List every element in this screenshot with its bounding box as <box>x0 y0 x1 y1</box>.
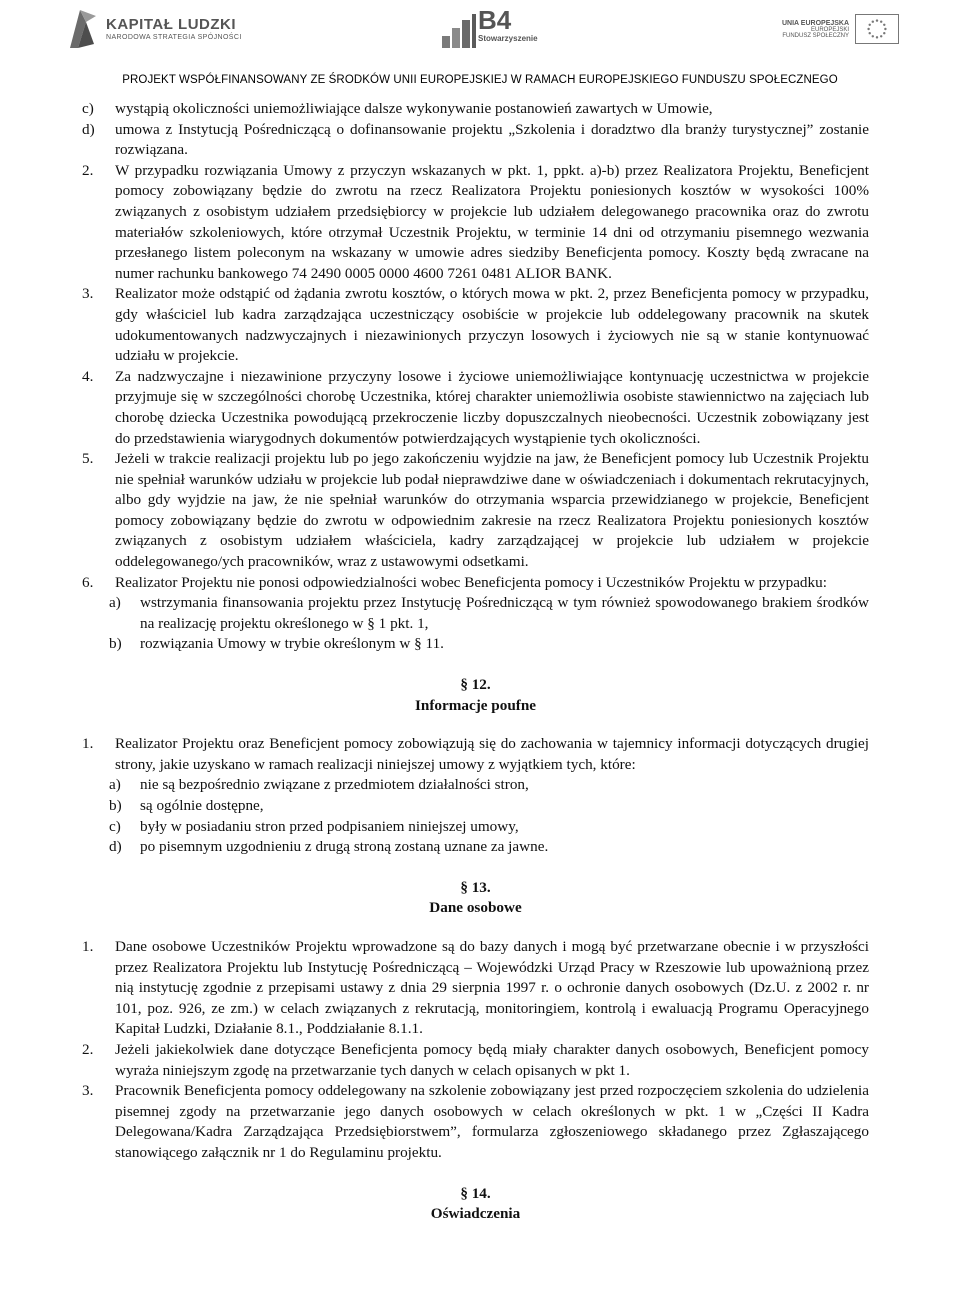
section-13-title: Dane osobowe <box>429 899 522 917</box>
item-label: b) <box>109 797 122 814</box>
list-item <box>82 449 869 573</box>
item-text: Realizator Projektu nie ponosi odpowiedzialności wobec Beneficjenta pomocy i Uczestników Projektu w przypadku: <box>115 573 827 591</box>
item-text: umowa z Instytucją Pośredniczącą o dofinansowanie projektu „Szkolenia i doradztwo dla branży turystycznej” zostanie rozwiązana. <box>115 120 869 159</box>
list-item <box>82 1081 869 1163</box>
item-number: 1. <box>82 735 94 753</box>
b4-subtitle: Stowarzyszenie <box>478 34 538 43</box>
b4-logo <box>478 6 538 43</box>
item-number: 3. <box>82 285 94 303</box>
item-text: wstrzymania finansowania projektu przez Instytucję Pośredniczącą w tym również spowodowanego brakiem środków na realizację projektu określonego w § 1 pkt. 1, <box>140 594 869 632</box>
item-text: wystąpią okoliczności uniemożliwiające dalsze wykonywanie postanowień zawartych w Umowie, <box>115 100 713 117</box>
list-item <box>82 99 869 120</box>
item-text: po pisemnym uzgodnieniu z drugą stroną zostaną uznane za jawne. <box>140 838 549 856</box>
list-item <box>82 593 869 634</box>
kapital-ludzki-title: KAPITAŁ LUDZKI <box>106 15 237 33</box>
page-header <box>0 0 960 92</box>
item-text: rozwiązania Umowy w trybie określonym w § 11. <box>140 635 444 653</box>
eu-line2: EUROPEJSKI <box>811 26 850 33</box>
item-label: b) <box>109 635 122 653</box>
b4-title: B4 <box>478 5 512 35</box>
item-number: 1. <box>82 937 94 955</box>
list-item <box>82 796 869 817</box>
item-number: 6. <box>82 573 94 591</box>
item-text: Dane osobowe Uczestników Projektu wprowadzone są do bazy danych i mogą być przetwarzane obecnie i w przyszłości przez Realizatora Projektu lub Instytucję Pośredniczącą – Wojewódzki Urząd Pracy w Rzeszowie lub upoważnioną przez nią instytucję zgodnie z przepisami ustawy z dnia 29 sierpnia 1997 r. o ochronie danych osobowych (Dz.U. z 2002 r. nr 101, poz. 926, ze zm.) w celach związanych z rekrutacją, monitoringiem, kontrolą i ewaluacją Programu Operacyjnego Kapitał Ludzki, Działanie 8.1., Poddziałanie 8.1.1. <box>115 937 869 1038</box>
list-item <box>82 937 869 1040</box>
eu-line1: UNIA EUROPEJSKA <box>782 19 850 27</box>
item-number: 4. <box>82 367 94 385</box>
item-text: W przypadku rozwiązania Umowy z przyczyn wskazanych w pkt. 1, ppkt. a)-b) przez Realizatora Projektu, Beneficjent pomocy zobowiązany będzie do zwrotu na rzecz Realizatora Projektu poniesionych kosztów w wysokości 100% związanych z osobistym udziałem przedsiębiorcy w projekcie lub udziałem delegowanego pracownika oraz do zwrotu materiałów szkoleniowych, które otrzymał Uczestnik Projektu, w terminie 14 dni od otrzymaniu pisemnego wezwania przesłanego listem poleconym na wskazany w umowie adres siedziby Beneficjenta pomocy. Koszty będą zwracane na numer rachunku bankowego 74 2490 0005 0000 4600 7261 0481 ALIOR BANK. <box>115 161 869 282</box>
item-text: Za nadzwyczajne i niezawinione przyczyny losowe i życiowe uniemożliwiające kontynuację uczestnictwa w projekcie przyjmuje się w szczególności chorobę Uczestnika, której charakter uniemożliwia osobiste stawiennictwo na zajęciach lub chorobę dziecka Uczestnika powodującą przekroczenie liczby dopuszczalnych nieobecności. Uczestnik zobowiązany jest do przedstawienia wiarygodnych dokumentów potwierdzających wystąpienie tych okoliczności. <box>115 367 869 447</box>
item-label: d) <box>109 838 122 856</box>
eu-flag-icon <box>855 14 899 44</box>
list-item <box>82 367 869 449</box>
item-text: Jeżeli w trakcie realizacji projektu lub po jego zakończeniu wyjdzie na jaw, że Beneficjent pomocy lub Uczestnik Projektu nie spełniał warunków udziału w projekcie lub podał nieprawdziwe dane w oświadczeniach i dokumentach rekrutacyjnych, albo gdy wyjdzie na jaw, że nie spełniał warunków do otrzymania wsparcia przewidzianego w projekcie, Beneficjent pomocy zobowiązany będzie do zwrotu w odpowiednim zakresie na rzecz Realizatora Projektu poniesionych kosztów związanych z osobistym udziałem właściciela, kadry zarządzającej w projekcie lub udziałem w projekcie oddelegowanego/ych pracowników, wraz z ustawowymi odsetkami. <box>115 450 869 571</box>
list-item <box>82 161 869 285</box>
item-text: były w posiadaniu stron przed podpisaniem niniejszej umowy, <box>140 817 519 835</box>
document-body <box>82 99 869 1225</box>
section-14-number: § 14. <box>460 1184 491 1202</box>
section-13-number: § 13. <box>460 878 491 896</box>
list-item <box>82 837 869 858</box>
cofinancing-note: PROJEKT WSPÓŁFINANSOWANY ZE ŚRODKÓW UNII EUROPEJSKIEJ W RAMACH EUROPEJSKIEGO FUNDUSZU SPOŁECZNEGO <box>122 74 838 86</box>
item-text: Jeżeli jakiekolwiek dane dotyczące Beneficjenta pomocy będą miały charakter danych osobowych, Beneficjent pomocy wyraża niniejszym zgodę na przetwarzanie tych danych w celach opisanych w pkt 1. <box>115 1040 869 1079</box>
item-label: a) <box>109 594 121 612</box>
item-number: 2. <box>82 1040 94 1058</box>
item-number: 2. <box>82 161 94 179</box>
item-text: nie są bezpośrednio związane z przedmiotem działalności stron, <box>140 776 529 794</box>
item-label: d) <box>82 120 95 138</box>
list-item <box>82 775 869 796</box>
list-item <box>82 817 869 838</box>
list-item <box>82 284 869 366</box>
item-text: Realizator może odstąpić od żądania zwrotu kosztów, o których mowa w pkt. 2, przez Beneficjenta pomocy w przypadku, gdy właściciel lub kadra zarządzająca uczestniczący osobiście w projekcie lub oddelegowany pracownik na skutek udokumentowanych nadzwyczajnych i niezawinionych przyczyn losowych i życiowych nie są w stanie kontynuować udziału w projekcie. <box>115 285 869 365</box>
list-item <box>82 573 869 594</box>
item-label: c) <box>109 817 121 835</box>
list-item <box>82 634 869 655</box>
item-number: 5. <box>82 450 94 468</box>
item-number: 3. <box>82 1082 94 1100</box>
list-item <box>82 120 869 161</box>
list-item <box>82 734 869 775</box>
kapital-ludzki-logo <box>68 6 242 50</box>
list-item <box>82 1040 869 1081</box>
item-label: c) <box>82 100 94 117</box>
section-12-number: § 12. <box>460 676 491 694</box>
item-label: a) <box>109 776 121 794</box>
kapital-ludzki-emblem-icon <box>68 6 98 50</box>
item-text: Realizator Projektu oraz Beneficjent pomocy zobowiązują się do zachowania w tajemnicy informacji dotyczących drugiej strony, jakie uzyskano w ramach realizacji niniejszej umowy z wyjątkiem tych, które: <box>115 735 869 773</box>
kapital-ludzki-subtitle: NARODOWA STRATEGIA SPÓJNOŚCI <box>106 33 242 41</box>
item-text: Pracownik Beneficjenta pomocy oddelegowany na szkolenie zobowiązany jest przed rozpoczęciem szkolenia do udzielenia pisemnej zgody na przetwarzanie jego danych osobowych w celach określonych w pkt. 1 w „Części II Kadra Delegowana/Kadra Zarządzająca Przedsiębiorstwem”, formularza zgłoszeniowego składanego przez Zgłaszającego stanowiącego załącznik nr 1 do Regulaminu projektu. <box>115 1082 869 1161</box>
section-12-title: Informacje poufne <box>414 696 537 714</box>
eu-line3: FUNDUSZ SPOŁECZNY <box>782 32 850 39</box>
section-14-title: Oświadczenia <box>430 1205 521 1223</box>
eu-logo <box>782 14 899 44</box>
item-text: są ogólnie dostępne, <box>140 797 264 814</box>
